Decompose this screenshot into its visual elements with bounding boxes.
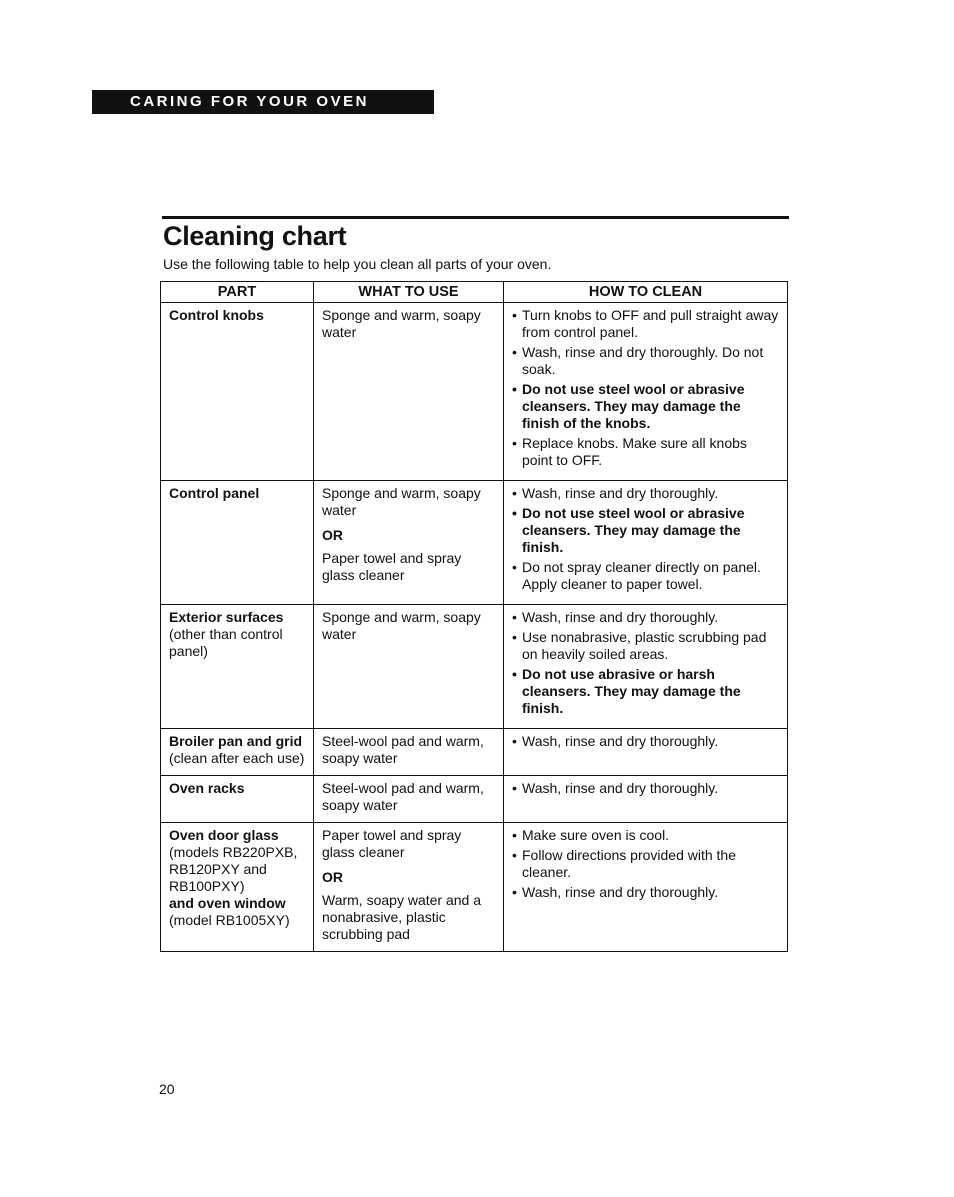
or-label: OR	[322, 527, 343, 543]
instruction-text: Do not use abrasive or harsh cleansers. They may damage the finish.	[522, 666, 741, 716]
instruction-text: Wash, rinse and dry thoroughly.	[522, 780, 719, 796]
or-label: OR	[322, 869, 343, 885]
instruction-item	[512, 307, 779, 341]
part-note: (other than control panel)	[169, 626, 283, 659]
page-number: 20	[159, 1081, 175, 1097]
instruction-item	[512, 435, 779, 469]
table-body	[161, 303, 788, 952]
section-banner: CARING FOR YOUR OVEN	[92, 90, 434, 114]
instruction-text: Do not use steel wool or abrasive cleansers. They may damage the finish.	[522, 505, 745, 555]
instruction-text: Wash, rinse and dry thoroughly.	[522, 884, 719, 900]
instruction-text: Make sure oven is cool.	[522, 827, 670, 843]
what-to-use-cell	[314, 481, 504, 605]
instruction-item	[512, 609, 779, 626]
warning-item	[512, 381, 779, 432]
cleaning-material: Sponge and warm, soapy water	[322, 485, 481, 518]
part-cell	[161, 605, 314, 729]
instruction-text: Use nonabrasive, plastic scrubbing pad on heavily soiled areas.	[522, 629, 767, 662]
cleaning-material: Sponge and warm, soapy water	[322, 307, 481, 340]
part-cell	[161, 823, 314, 952]
how-to-clean-cell	[504, 823, 788, 952]
table-row	[161, 605, 788, 729]
part-cell	[161, 776, 314, 823]
part-name: Exterior surfaces	[169, 609, 284, 625]
cleaning-material: Paper towel and spray glass cleaner	[322, 827, 462, 860]
warning-item	[512, 505, 779, 556]
what-to-use-cell	[314, 729, 504, 776]
cleaning-material: Sponge and warm, soapy water	[322, 609, 481, 642]
table-row	[161, 729, 788, 776]
table-header-row	[161, 282, 788, 303]
instruction-list	[512, 780, 779, 797]
instruction-text: Wash, rinse and dry thoroughly.	[522, 733, 719, 749]
what-to-use-cell	[314, 605, 504, 729]
instruction-list	[512, 609, 779, 717]
what-to-use-cell	[314, 303, 504, 481]
part-name: Control panel	[169, 485, 260, 501]
instruction-item	[512, 884, 779, 901]
instruction-text: Do not use steel wool or abrasive cleansers. They may damage the finish of the knobs.	[522, 381, 745, 431]
how-to-clean-cell	[504, 729, 788, 776]
how-to-clean-cell	[504, 481, 788, 605]
instruction-text: Do not spray cleaner directly on panel. Apply cleaner to paper towel.	[522, 559, 761, 592]
part-cell	[161, 481, 314, 605]
instruction-item	[512, 559, 779, 593]
instruction-item	[512, 344, 779, 378]
part-cell	[161, 303, 314, 481]
warning-item	[512, 666, 779, 717]
part-cell	[161, 729, 314, 776]
cleaning-material: Steel-wool pad and warm, soapy water	[322, 780, 484, 813]
instruction-list	[512, 827, 779, 901]
instruction-list	[512, 485, 779, 593]
instruction-text: Replace knobs. Make sure all knobs point to OFF.	[522, 435, 747, 468]
cleaning-material-alt: Paper towel and spray glass cleaner	[322, 550, 462, 583]
instruction-text: Turn knobs to OFF and pull straight away from control panel.	[522, 307, 779, 340]
what-to-use-cell	[314, 823, 504, 952]
part-name: and oven window	[169, 895, 286, 911]
instruction-item	[512, 780, 779, 797]
part-name: Oven door glass	[169, 827, 279, 843]
table-row	[161, 303, 788, 481]
how-to-clean-cell	[504, 605, 788, 729]
how-to-clean-cell	[504, 776, 788, 823]
what-to-use-cell	[314, 776, 504, 823]
cleaning-chart-table	[160, 281, 788, 952]
instruction-item	[512, 485, 779, 502]
cleaning-material-alt: Warm, soapy water and a nonabrasive, plastic scrubbing pad	[322, 892, 481, 942]
part-note: (clean after each use)	[169, 750, 305, 766]
column-header-what-to-use: WHAT TO USE	[314, 282, 504, 303]
instruction-item	[512, 629, 779, 663]
instruction-text: Wash, rinse and dry thoroughly.	[522, 485, 719, 501]
cleaning-material: Steel-wool pad and warm, soapy water	[322, 733, 484, 766]
part-note: (models RB220PXB, RB120PXY and RB100PXY)	[169, 844, 298, 894]
column-header-how-to-clean: HOW TO CLEAN	[504, 282, 788, 303]
instruction-item	[512, 827, 779, 844]
part-note: (model RB1005XY)	[169, 912, 290, 928]
page-title: Cleaning chart	[163, 221, 347, 251]
instruction-item	[512, 733, 779, 750]
instruction-item	[512, 847, 779, 881]
table-row	[161, 776, 788, 823]
instruction-text: Follow directions provided with the cleaner.	[522, 847, 736, 880]
instruction-list	[512, 307, 779, 469]
instruction-text: Wash, rinse and dry thoroughly. Do not soak.	[522, 344, 764, 377]
instruction-text: Wash, rinse and dry thoroughly.	[522, 609, 719, 625]
part-name: Control knobs	[169, 307, 264, 323]
how-to-clean-cell	[504, 303, 788, 481]
title-rule	[162, 216, 789, 219]
table-row	[161, 481, 788, 605]
table-row	[161, 823, 788, 952]
intro-text: Use the following table to help you clean all parts of your oven.	[163, 256, 552, 272]
column-header-part: PART	[161, 282, 314, 303]
instruction-list	[512, 733, 779, 750]
part-name: Broiler pan and grid	[169, 733, 303, 749]
part-name: Oven racks	[169, 780, 245, 796]
